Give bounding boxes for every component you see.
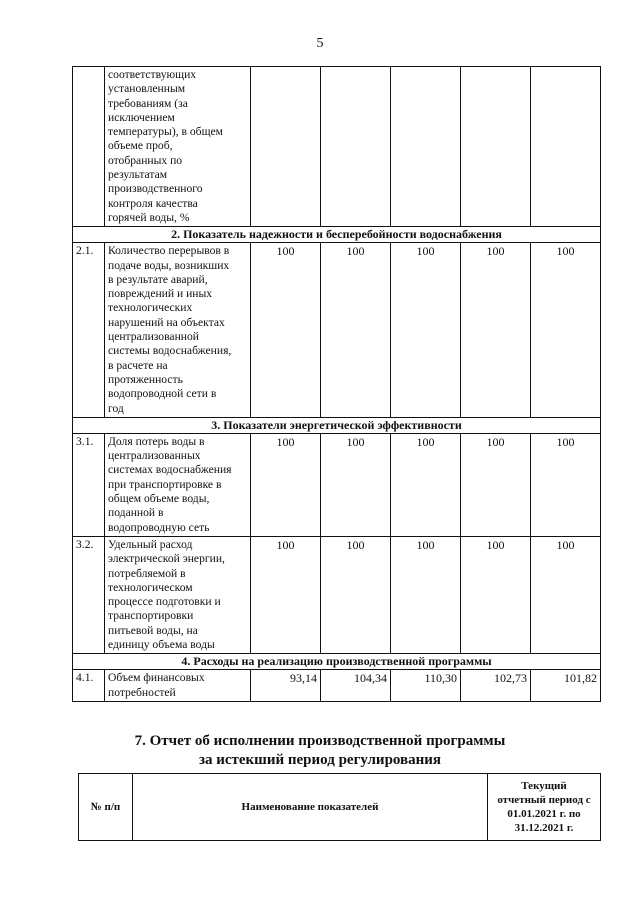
indicators-table	[72, 66, 601, 702]
table-row	[73, 433, 601, 536]
text-line: общем объеме воды,	[108, 492, 210, 506]
indicator-description	[105, 536, 251, 653]
text-line: Доля потерь воды в	[108, 434, 205, 448]
text-line: Удельный расход	[108, 537, 193, 551]
report-table	[78, 773, 601, 841]
text-line: 01.01.2021 г. по	[507, 808, 581, 820]
section-heading	[0, 732, 640, 770]
text-line: в результате аварий,	[108, 272, 208, 286]
text-line: поданной в	[108, 506, 164, 520]
text-line: Объем финансовых	[108, 671, 205, 685]
text-line: централизованных	[108, 449, 201, 463]
text-line: нарушений на объектах	[108, 315, 225, 329]
text-line: электрической энергии,	[108, 552, 225, 566]
value-cell: 100	[391, 536, 461, 653]
header-indicator-name: Наименование показателей	[133, 774, 488, 841]
text-line: процессе подготовки и	[108, 595, 221, 609]
table-row	[73, 670, 601, 702]
text-line: транспортировки	[108, 609, 194, 623]
text-line: исключением	[108, 110, 175, 124]
value-cell: 93,14	[251, 670, 321, 702]
indicator-description	[105, 243, 251, 418]
value-cell: 100	[461, 536, 531, 653]
text-line: системы водоснабжения,	[108, 344, 232, 358]
value-cell: 101,82	[531, 670, 601, 702]
value-cell: 100	[391, 243, 461, 418]
table-row	[73, 67, 601, 227]
section-header-row	[73, 654, 601, 670]
value-cell: 100	[461, 243, 531, 418]
text-line: потребностей	[108, 685, 176, 699]
page-number: 5	[316, 36, 324, 51]
value-cell: 100	[251, 243, 321, 418]
text-line: в расчете на	[108, 358, 168, 372]
text-line: подаче воды, возникших	[108, 258, 230, 272]
value-cell	[531, 67, 601, 227]
header-period	[488, 774, 601, 841]
value-cell: 100	[321, 243, 391, 418]
text-line: Текущий	[521, 780, 567, 792]
table-row	[73, 243, 601, 418]
text-line: повреждений и иных	[108, 287, 213, 301]
text-line: производственного	[108, 182, 203, 196]
value-cell	[251, 67, 321, 227]
indicator-description	[105, 433, 251, 536]
section-header-row	[73, 417, 601, 433]
text-line: контроля качества	[108, 196, 198, 210]
text-line: Количество перерывов в	[108, 244, 230, 258]
value-cell: 100	[461, 433, 531, 536]
value-cell: 100	[251, 536, 321, 653]
row-number: 4.1.	[73, 670, 105, 702]
indicator-description	[105, 67, 251, 227]
value-cell: 100	[251, 433, 321, 536]
row-number-cell	[73, 67, 105, 227]
text-line: системах водоснабжения	[108, 463, 232, 477]
heading-line: 7. Отчет об исполнении производственной программы	[134, 733, 506, 749]
text-line: установленным	[108, 82, 186, 96]
value-cell: 104,34	[321, 670, 391, 702]
header-number: № п/п	[79, 774, 133, 841]
text-line: протяженность	[108, 372, 183, 386]
value-cell: 110,30	[391, 670, 461, 702]
text-line: горячей воды, %	[108, 210, 190, 224]
text-line: водопроводной сети в	[108, 387, 217, 401]
text-line: температуры), в общем	[108, 125, 223, 139]
text-line: технологическом	[108, 580, 193, 594]
text-line: год	[108, 401, 124, 415]
row-number: 3.1.	[73, 433, 105, 536]
section-title: 4. Расходы на реализацию производственной программы	[73, 654, 601, 670]
value-cell: 102,73	[461, 670, 531, 702]
text-line: объеме проб,	[108, 139, 173, 153]
heading-line: за истекший период регулирования	[198, 752, 442, 768]
text-line: отчетный период с	[497, 794, 591, 806]
section-title: 3. Показатели энергетической эффективности	[73, 417, 601, 433]
table-header-row	[79, 774, 601, 841]
text-line: технологических	[108, 301, 193, 315]
row-number: 3.2.	[73, 536, 105, 653]
text-line: 31.12.2021 г.	[514, 822, 574, 834]
section-title: 2. Показатель надежности и бесперебойности водоснабжения	[73, 227, 601, 243]
value-cell: 100	[531, 243, 601, 418]
text-line: требованиям (за	[108, 96, 188, 110]
table-row	[73, 536, 601, 653]
text-line: централизованной	[108, 330, 199, 344]
text-line: потребляемой в	[108, 566, 186, 580]
value-cell: 100	[391, 433, 461, 536]
row-number: 2.1.	[73, 243, 105, 418]
text-line: питьевой воды, на	[108, 623, 198, 637]
value-cell	[461, 67, 531, 227]
value-cell: 100	[321, 433, 391, 536]
value-cell: 100	[531, 536, 601, 653]
text-line: водопроводную сеть	[108, 520, 210, 534]
text-line: отобранных по	[108, 153, 183, 167]
text-line: при транспортировке в	[108, 477, 222, 491]
text-line: единицу объема воды	[108, 637, 215, 651]
value-cell	[391, 67, 461, 227]
indicator-description	[105, 670, 251, 702]
value-cell	[321, 67, 391, 227]
value-cell: 100	[531, 433, 601, 536]
value-cell: 100	[321, 536, 391, 653]
text-line: результатам	[108, 168, 168, 182]
text-line: соответствующих	[108, 68, 197, 81]
section-header-row	[73, 227, 601, 243]
